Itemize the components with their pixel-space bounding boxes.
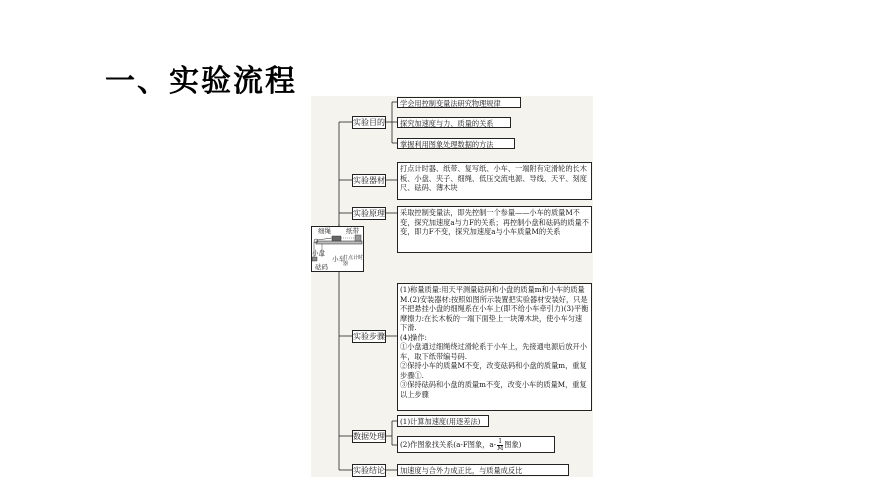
category-purpose: 实验目的 [353,118,385,127]
purpose-item-2: 探究加速度与力、质量的关系 [397,117,511,128]
label-rope: 细绳 [318,227,331,235]
principle-box: 采取控制变量法，即先控制一个参量——小车的质量M不变，探究加速度a与力F的关系；再控制小盘和砝码的质量不变，即力F不变，探究加速度a与小车质量M的关系 [397,206,592,253]
label-tape: 纸带 [346,227,359,235]
category-equipment: 实验器材 [353,176,385,185]
data-fraction [497,439,503,452]
section-title: 一、实验流程 [105,64,297,99]
data-item-2 [397,436,555,453]
label-pan: 小盘 [312,249,325,257]
steps-line-3: ①小盘通过细绳绕过滑轮系于小车上，先接通电源后放开小车，取下纸带编号码. [400,342,587,361]
category-conclusion: 实验结论 [353,466,385,475]
data-item-2-tail: 图象) [504,440,522,449]
fraction-numerator: 1 [498,437,503,445]
label-timer: 打点计时器 [343,255,364,267]
equipment-box: 打点计时器、纸带、复写纸、小车、一端附有定滑轮的长木板、小盘、夹子、细绳、低压交流电源、导线、天平、刻度尺、砝码、薄木块 [397,162,592,200]
category-data: 数据处理 [353,432,385,441]
steps-line-4: ②保持小车的质量M不变，改变砝码和小盘的质量m，重复步骤①. [400,361,587,380]
category-steps: 实验步骤 [353,332,385,341]
steps-box [397,283,592,411]
data-item-2-text: (2)作图象找关系(a-F图象，a- [400,440,497,449]
label-cart: 小车 [332,255,345,263]
steps-line-5: ③保持砝码和小盘的质量m不变，改变小车的质量M，重复以上步骤 [400,380,587,399]
data-item-1: (1)计算加速度(用逐差法) [397,415,489,427]
category-principle: 实验原理 [353,209,385,218]
conclusion-box: 加速度与合外力成正比，与质量成反比 [397,464,569,476]
label-weight: 砝码 [315,263,328,271]
fraction-denominator: M [497,444,504,452]
purpose-item-3: 掌握利用图象处理数据的方法 [397,138,515,149]
apparatus-figure [311,226,364,272]
steps-line-2: (4)操作: [400,332,427,342]
purpose-item-1: 学会用控制变量法研究物理规律 [397,97,521,108]
steps-line-1: (1)称量质量:用天平测量砝码和小盘的质量m和小车的质量M.(2)安装器材:按照如图所示装置把实验器材安装好，只是不把悬挂小盘的细绳系在小车上(即不给小车牵引力)(3)平衡摩擦力:在长木板的一端下面垫上一块薄木块，使小车匀速下滑. [400,285,589,332]
